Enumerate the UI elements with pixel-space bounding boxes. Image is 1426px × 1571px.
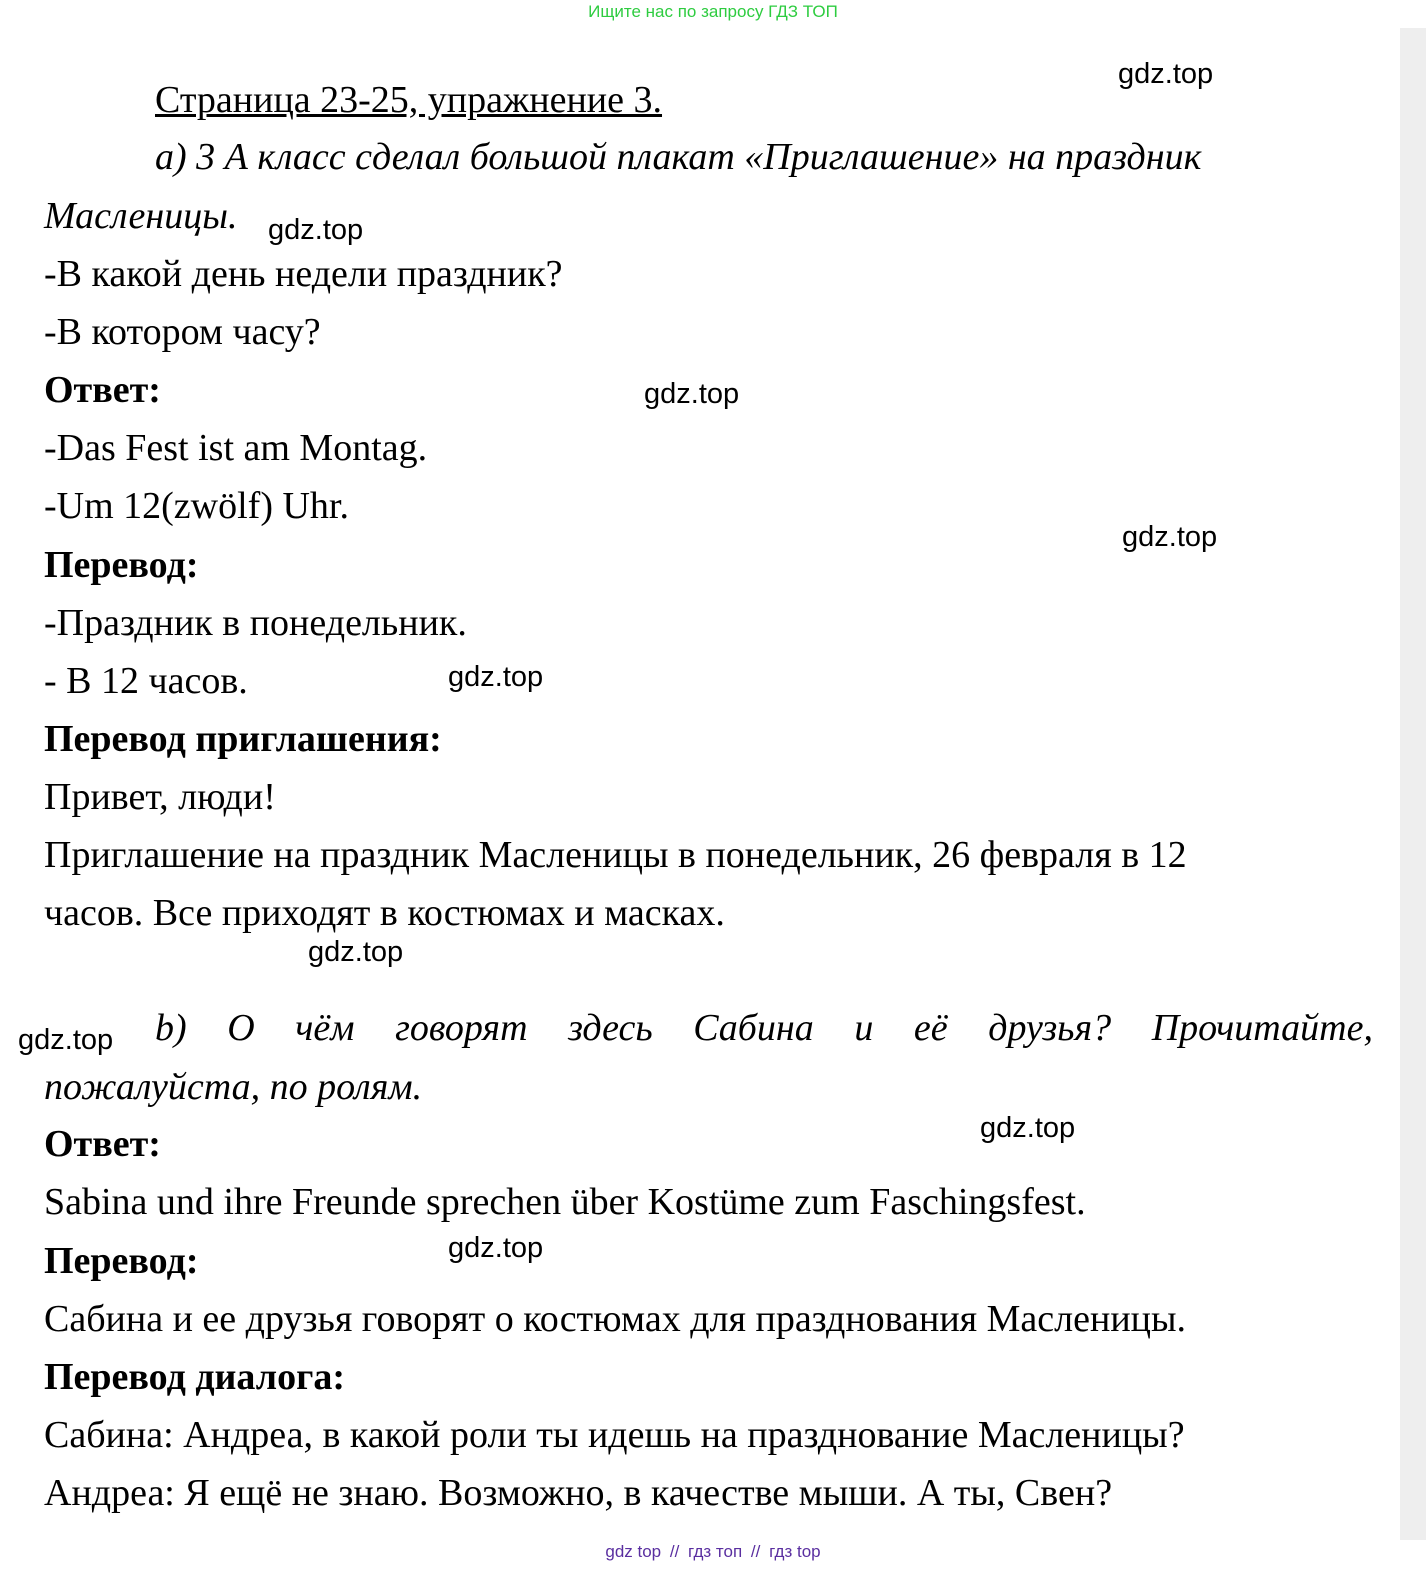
search-hint-banner: Ищите нас по запросу ГДЗ ТОП bbox=[588, 2, 838, 21]
footer-link-1[interactable]: gdz top bbox=[605, 1542, 662, 1561]
watermark: gdz.top bbox=[448, 1232, 544, 1264]
invitation-line2: часов. Все приходят в костюмах и масках. bbox=[44, 892, 725, 934]
footer-separator: // bbox=[669, 1542, 680, 1561]
watermark: gdz.top bbox=[18, 1024, 114, 1056]
page-title: Страница 23-25, упражнение 3. bbox=[155, 79, 663, 121]
translation-b-text: Сабина и ее друзья говорят о костюмах для празднования Масленицы. bbox=[44, 1298, 1187, 1340]
dialog-label: Перевод диалога: bbox=[44, 1356, 345, 1398]
footer bbox=[0, 1540, 1426, 1564]
answer-a-1: -Das Fest ist am Montag. bbox=[44, 427, 428, 469]
invitation-line1: Приглашение на праздник Масленицы в понедельник, 26 февраля в 12 bbox=[44, 834, 1187, 876]
watermark: gdz.top bbox=[644, 378, 740, 410]
question-1: -В какой день недели праздник? bbox=[44, 253, 563, 295]
watermark: gdz.top bbox=[980, 1112, 1076, 1144]
translation-a-1: -Праздник в понедельник. bbox=[44, 602, 467, 644]
answer-b-text: Sabina und ihre Freunde sprechen über Kostüme zum Faschingsfest. bbox=[44, 1181, 1086, 1223]
task-b-line1: b) О чём говорят здесь Сабина и её друзья? Прочитайте, bbox=[155, 1007, 1373, 1049]
translation-a-2: - В 12 часов. bbox=[44, 660, 248, 702]
footer-link-2[interactable]: гдз топ bbox=[688, 1542, 743, 1561]
footer-separator: // bbox=[750, 1542, 761, 1561]
scrollbar[interactable] bbox=[1400, 28, 1426, 1540]
watermark: gdz.top bbox=[268, 214, 364, 246]
dialog-line2: Андреа: Я ещё не знаю. Возможно, в качестве мыши. А ты, Свен? bbox=[44, 1472, 1113, 1514]
watermark: gdz.top bbox=[448, 661, 544, 693]
invitation-label: Перевод приглашения: bbox=[44, 718, 442, 760]
translation-a-label: Перевод: bbox=[44, 544, 199, 586]
watermark: gdz.top bbox=[1118, 58, 1214, 90]
task-a-line2: Масленицы. bbox=[44, 195, 238, 237]
invitation-greeting: Привет, люди! bbox=[44, 776, 276, 818]
answer-b-label: Ответ: bbox=[44, 1123, 161, 1165]
task-b-line2: пожалуйста, по ролям. bbox=[44, 1066, 423, 1108]
task-a-line1: а) 3 А класс сделал большой плакат «Приглашение» на праздник bbox=[155, 136, 1202, 178]
answer-a-label: Ответ: bbox=[44, 369, 161, 411]
answer-a-2: -Um 12(zwölf) Uhr. bbox=[44, 485, 349, 527]
watermark: gdz.top bbox=[308, 936, 404, 968]
question-2: -В котором часу? bbox=[44, 311, 321, 353]
dialog-line1: Сабина: Андреа, в какой роли ты идешь на празднование Масленицы? bbox=[44, 1414, 1185, 1456]
watermark: gdz.top bbox=[1122, 521, 1218, 553]
footer-link-3[interactable]: гдз top bbox=[769, 1542, 821, 1561]
translation-b-label: Перевод: bbox=[44, 1240, 199, 1282]
